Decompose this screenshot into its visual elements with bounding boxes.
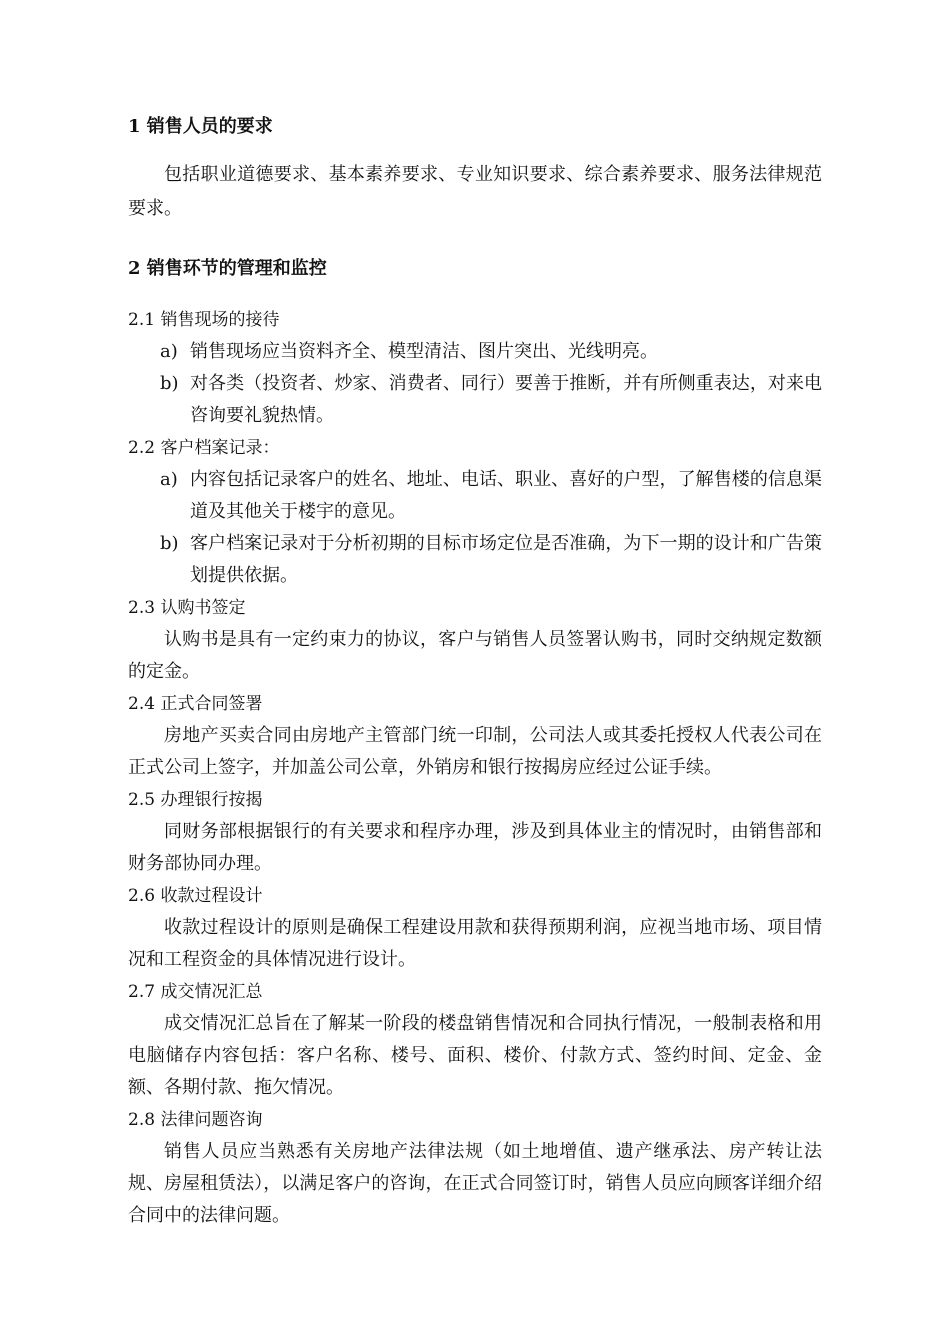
- section-2-heading: 2 销售环节的管理和监控: [128, 258, 327, 279]
- subsection-2-8-heading: 2.8 法律问题咨询: [128, 1110, 263, 1130]
- subsection-2-5-heading: 2.5 办理银行按揭: [128, 790, 263, 810]
- subsection-2-6-heading: 2.6 收款过程设计: [128, 886, 263, 906]
- list-item-text: 内容包括记录客户的姓名、地址、电话、职业、喜好的户型，了解售楼的信息渠道及其他关于楼宇的意见。: [190, 469, 822, 522]
- subsection-2-5-text: 同财务部根据银行的有关要求和程序办理，涉及到具体业主的情况时，由销售部和财务部协同办理。: [128, 821, 822, 874]
- section-1-heading: 1 销售人员的要求: [128, 116, 273, 137]
- subsection-2-7-text: 成交情况汇总旨在了解某一阶段的楼盘销售情况和合同执行情况，一般制表格和用电脑储存内容包括：客户名称、楼号、面积、楼价、付款方式、签约时间、定金、金额、各期付款、拖欠情况。: [128, 1013, 822, 1098]
- subsection-2-8-text: 销售人员应当熟悉有关房地产法律法规（如土地增值、遗产继承法、房产转让法规、房屋租赁法），以满足客户的咨询，在正式合同签订时，销售人员应向顾客详细介绍合同中的法律问题。: [128, 1141, 822, 1226]
- list-item: [160, 528, 822, 592]
- list-marker: b): [160, 373, 179, 394]
- list-item: [160, 368, 822, 432]
- subsection-2-4-text: 房地产买卖合同由房地产主管部门统一印制，公司法人或其委托授权人代表公司在正式公司上签字，并加盖公司公章，外销房和银行按揭房应经过公证手续。: [128, 725, 822, 778]
- list-item: [160, 336, 822, 368]
- list-item-text: 对各类（投资者、炒家、消费者、同行）要善于推断，并有所侧重表达，对来电咨询要礼貌热情。: [190, 373, 822, 426]
- list-marker: a): [160, 341, 178, 362]
- list-item-text: 销售现场应当资料齐全、模型清洁、图片突出、光线明亮。: [190, 341, 658, 362]
- subsection-2-7-heading: 2.7 成交情况汇总: [128, 982, 263, 1002]
- list-marker: b): [160, 533, 179, 554]
- list-item-text: 客户档案记录对于分析初期的目标市场定位是否准确，为下一期的设计和广告策划提供依据。: [190, 533, 822, 586]
- subsection-2-2-heading: 2.2 客户档案记录：: [128, 438, 280, 458]
- list-marker: a): [160, 469, 178, 490]
- subsection-2-3-heading: 2.3 认购书签定: [128, 598, 246, 618]
- subsection-2-6-text: 收款过程设计的原则是确保工程建设用款和获得预期利润，应视当地市场、项目情况和工程资金的具体情况进行设计。: [128, 917, 822, 970]
- list-item: [160, 464, 822, 528]
- subsection-2-1-heading: 2.1 销售现场的接待: [128, 310, 280, 330]
- section-1-paragraph: 包括职业道德要求、基本素养要求、专业知识要求、综合素养要求、服务法律规范要求。: [128, 164, 822, 219]
- subsection-2-4-heading: 2.4 正式合同签署: [128, 694, 263, 714]
- subsection-2-3-text: 认购书是具有一定约束力的协议，客户与销售人员签署认购书，同时交纳规定数额的定金。: [128, 629, 822, 682]
